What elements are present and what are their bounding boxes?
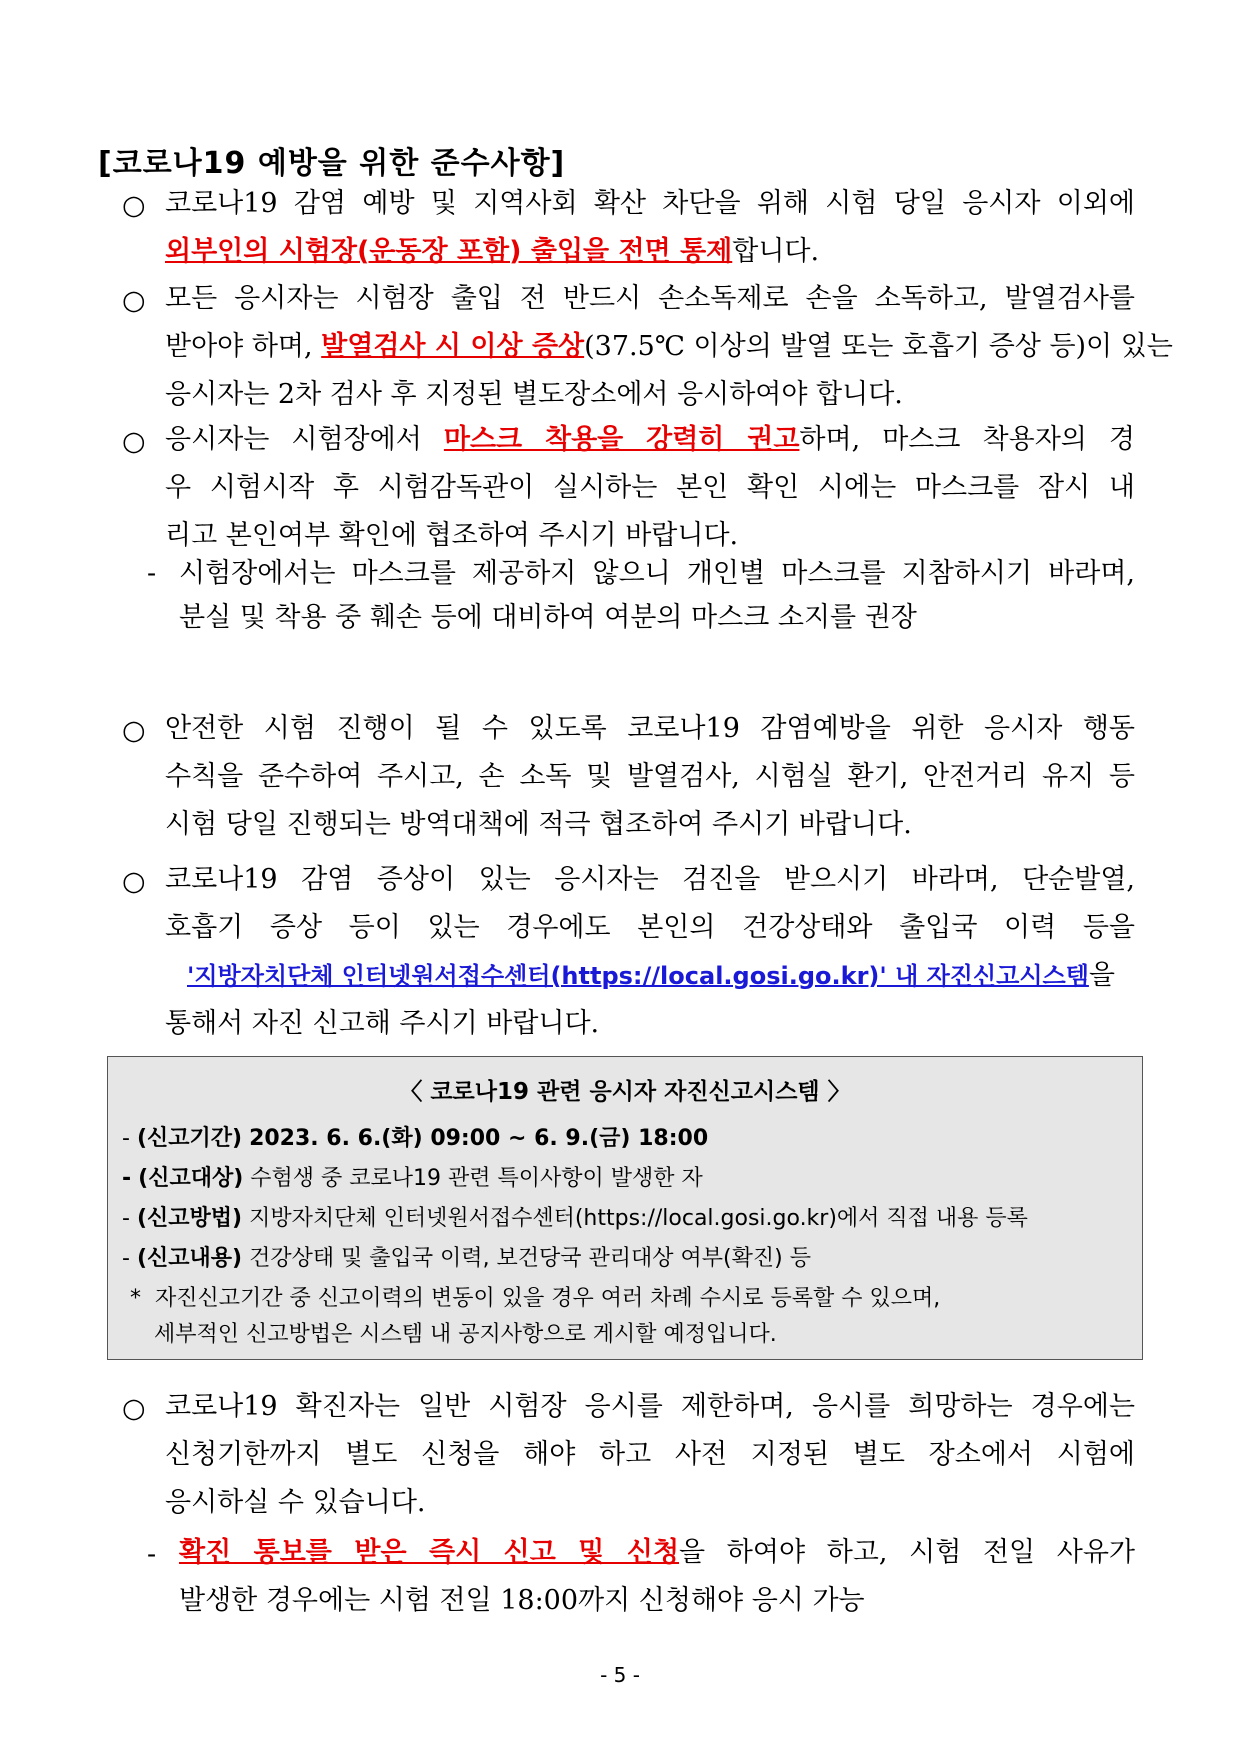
page-number: - 5 - (600, 1663, 640, 1687)
bullet-icon: ○ (122, 1393, 146, 1424)
box-line-period: - (신고기간) 2023. 6. 6.(화) 09:00 ~ 6. 9.(금) 18:00 (122, 1126, 709, 1151)
text-span: 하며, 마스크 착용자의 경 (799, 424, 1136, 455)
text-line: 호흡기 증상 등이 있는 경우에도 본인의 건강상태와 출입국 이력 등을 (165, 912, 1135, 943)
text-line (179, 1529, 1135, 1577)
note-text: 자진신고기간 중 신고이력의 변동이 있을 경우 여러 차례 수시로 등록할 수 있으며, (155, 1286, 941, 1311)
text-line: 수칙을 준수하여 주시고, 손 소독 및 발열검사, 시험실 환기, 안전거리 유지 등 (165, 761, 1135, 792)
text-line (165, 228, 1135, 276)
text-line (165, 323, 1173, 371)
highlight-text: 마스크 착용을 강력히 권고 (443, 424, 800, 455)
box-line-method: - (신고방법) 지방자치단체 인터넷원서접수센터(https://local.gosi.go.kr)에서 직접 내용 등록 (122, 1206, 1028, 1231)
note-line (130, 1281, 940, 1312)
method-label: (신고방법) (136, 1206, 243, 1231)
bullet-icon: ○ (122, 285, 146, 316)
paragraph-conduct (165, 705, 1135, 849)
text-line: 시험장에서는 마스크를 제공하지 않으니 개인별 마스크를 지참하시기 바라며, (179, 558, 1135, 589)
paragraph-confirmed-sub (179, 1529, 1135, 1625)
bullet-icon: ○ (122, 190, 146, 221)
paragraph-mask (165, 416, 1135, 560)
text-line: 발생한 경우에는 시험 전일 18:00까지 신청해야 응시 가능 (179, 1585, 865, 1616)
text-line: 응시하실 수 있습니다. (165, 1487, 426, 1518)
section-title: [코로나19 예방을 위한 준수사항] (98, 146, 566, 181)
paragraph-self-report (165, 856, 1135, 1048)
paragraph-fever-check (165, 275, 1173, 419)
text-span: 합니다. (732, 236, 820, 267)
note-line: 세부적인 신고방법은 시스템 내 공지사항으로 게시할 예정입니다. (154, 1322, 777, 1347)
text-span: 받아야 하며, (165, 331, 322, 362)
paragraph-confirmed (165, 1383, 1135, 1527)
paragraph-entry-control (165, 180, 1135, 276)
text-line: 응시자는 2차 검사 후 지정된 별도장소에서 응시하여야 합니다. (165, 379, 903, 410)
text-line: 코로나19 감염 예방 및 지역사회 확산 차단을 위해 시험 당일 응시자 이외에 (165, 188, 1135, 219)
period-value: 2023. 6. 6.(화) 09:00 ~ 6. 9.(금) 18:00 (249, 1126, 709, 1151)
content-value: 건강상태 및 출입국 이력, 보건당국 관리대상 여부(확진) 등 (249, 1246, 811, 1271)
text-span: 을 하여야 하고, 시험 전일 사유가 (679, 1537, 1136, 1568)
text-line: 분실 및 착용 중 훼손 등에 대비하여 여분의 마스크 소지를 권장 (179, 602, 917, 633)
bullet-icon: ○ (122, 866, 146, 897)
text-line (165, 416, 1135, 464)
dash-icon: - (147, 1539, 157, 1570)
text-line: 리고 본인여부 확인에 협조하여 주시기 바랍니다. (165, 520, 739, 551)
target-label: (신고대상) (138, 1166, 244, 1191)
bullet-icon: ○ (122, 426, 146, 457)
text-line: 시험 당일 진행되는 방역대책에 적극 협조하여 주시기 바랍니다. (165, 809, 912, 840)
highlight-link-text: '지방자치단체 인터넷원서접수센터(https://local.gosi.go.kr)' 내 자진신고시스템 (187, 962, 1089, 990)
note-asterisk-icon: * (130, 1286, 141, 1311)
highlight-text: 발열검사 시 이상 증상 (321, 331, 585, 362)
target-value: 수험생 중 코로나19 관련 특이사항이 발생한 자 (250, 1166, 703, 1191)
box-line-target: - (신고대상) 수험생 중 코로나19 관련 특이사항이 발생한 자 (122, 1166, 703, 1191)
content-label: (신고내용) (136, 1246, 243, 1271)
text-line: 통해서 자진 신고해 주시기 바랍니다. (165, 1008, 600, 1039)
method-value: 지방자치단체 인터넷원서접수센터(https://local.gosi.go.kr)에서 직접 내용 등록 (249, 1206, 1028, 1231)
text-line: 신청기한까지 별도 신청을 해야 하고 사전 지정된 별도 장소에서 시험에 (165, 1439, 1135, 1470)
text-line: 코로나19 감염 증상이 있는 응시자는 검진을 받으시기 바라며, 단순발열, (165, 864, 1135, 895)
box-line-content: - (신고내용) 건강상태 및 출입국 이력, 보건당국 관리대상 여부(확진) 등 (122, 1246, 811, 1271)
period-label: (신고기간) (136, 1126, 243, 1151)
highlight-text: 외부인의 시험장(운동장 포함) 출입을 전면 통제 (165, 236, 733, 267)
text-line (165, 952, 1135, 1000)
text-line: 모든 응시자는 시험장 출입 전 반드시 손소독제로 손을 소독하고, 발열검사를 (165, 283, 1135, 314)
bullet-icon: ○ (122, 715, 146, 746)
text-span: 응시자는 시험장에서 (165, 424, 444, 455)
text-span: 을 (1088, 960, 1116, 991)
text-span: (37.5℃ 이상의 발열 또는 호흡기 증상 등)이 있는 (584, 331, 1173, 362)
dash-icon: - (147, 558, 157, 589)
self-report-info-box (107, 1056, 1143, 1360)
text-line: 코로나19 확진자는 일반 시험장 응시를 제한하며, 응시를 희망하는 경우에는 (165, 1391, 1135, 1422)
text-line: 안전한 시험 진행이 될 수 있도록 코로나19 감염예방을 위한 응시자 행동 (165, 713, 1135, 744)
paragraph-mask-sub (179, 552, 1135, 640)
text-line: 우 시험시작 후 시험감독관이 실시하는 본인 확인 시에는 마스크를 잠시 내 (165, 472, 1135, 503)
highlight-text: 확진 통보를 받은 즉시 신고 및 신청 (179, 1537, 680, 1568)
box-title: 〈 코로나19 관련 응시자 자진신고시스템 〉 (399, 1079, 851, 1105)
